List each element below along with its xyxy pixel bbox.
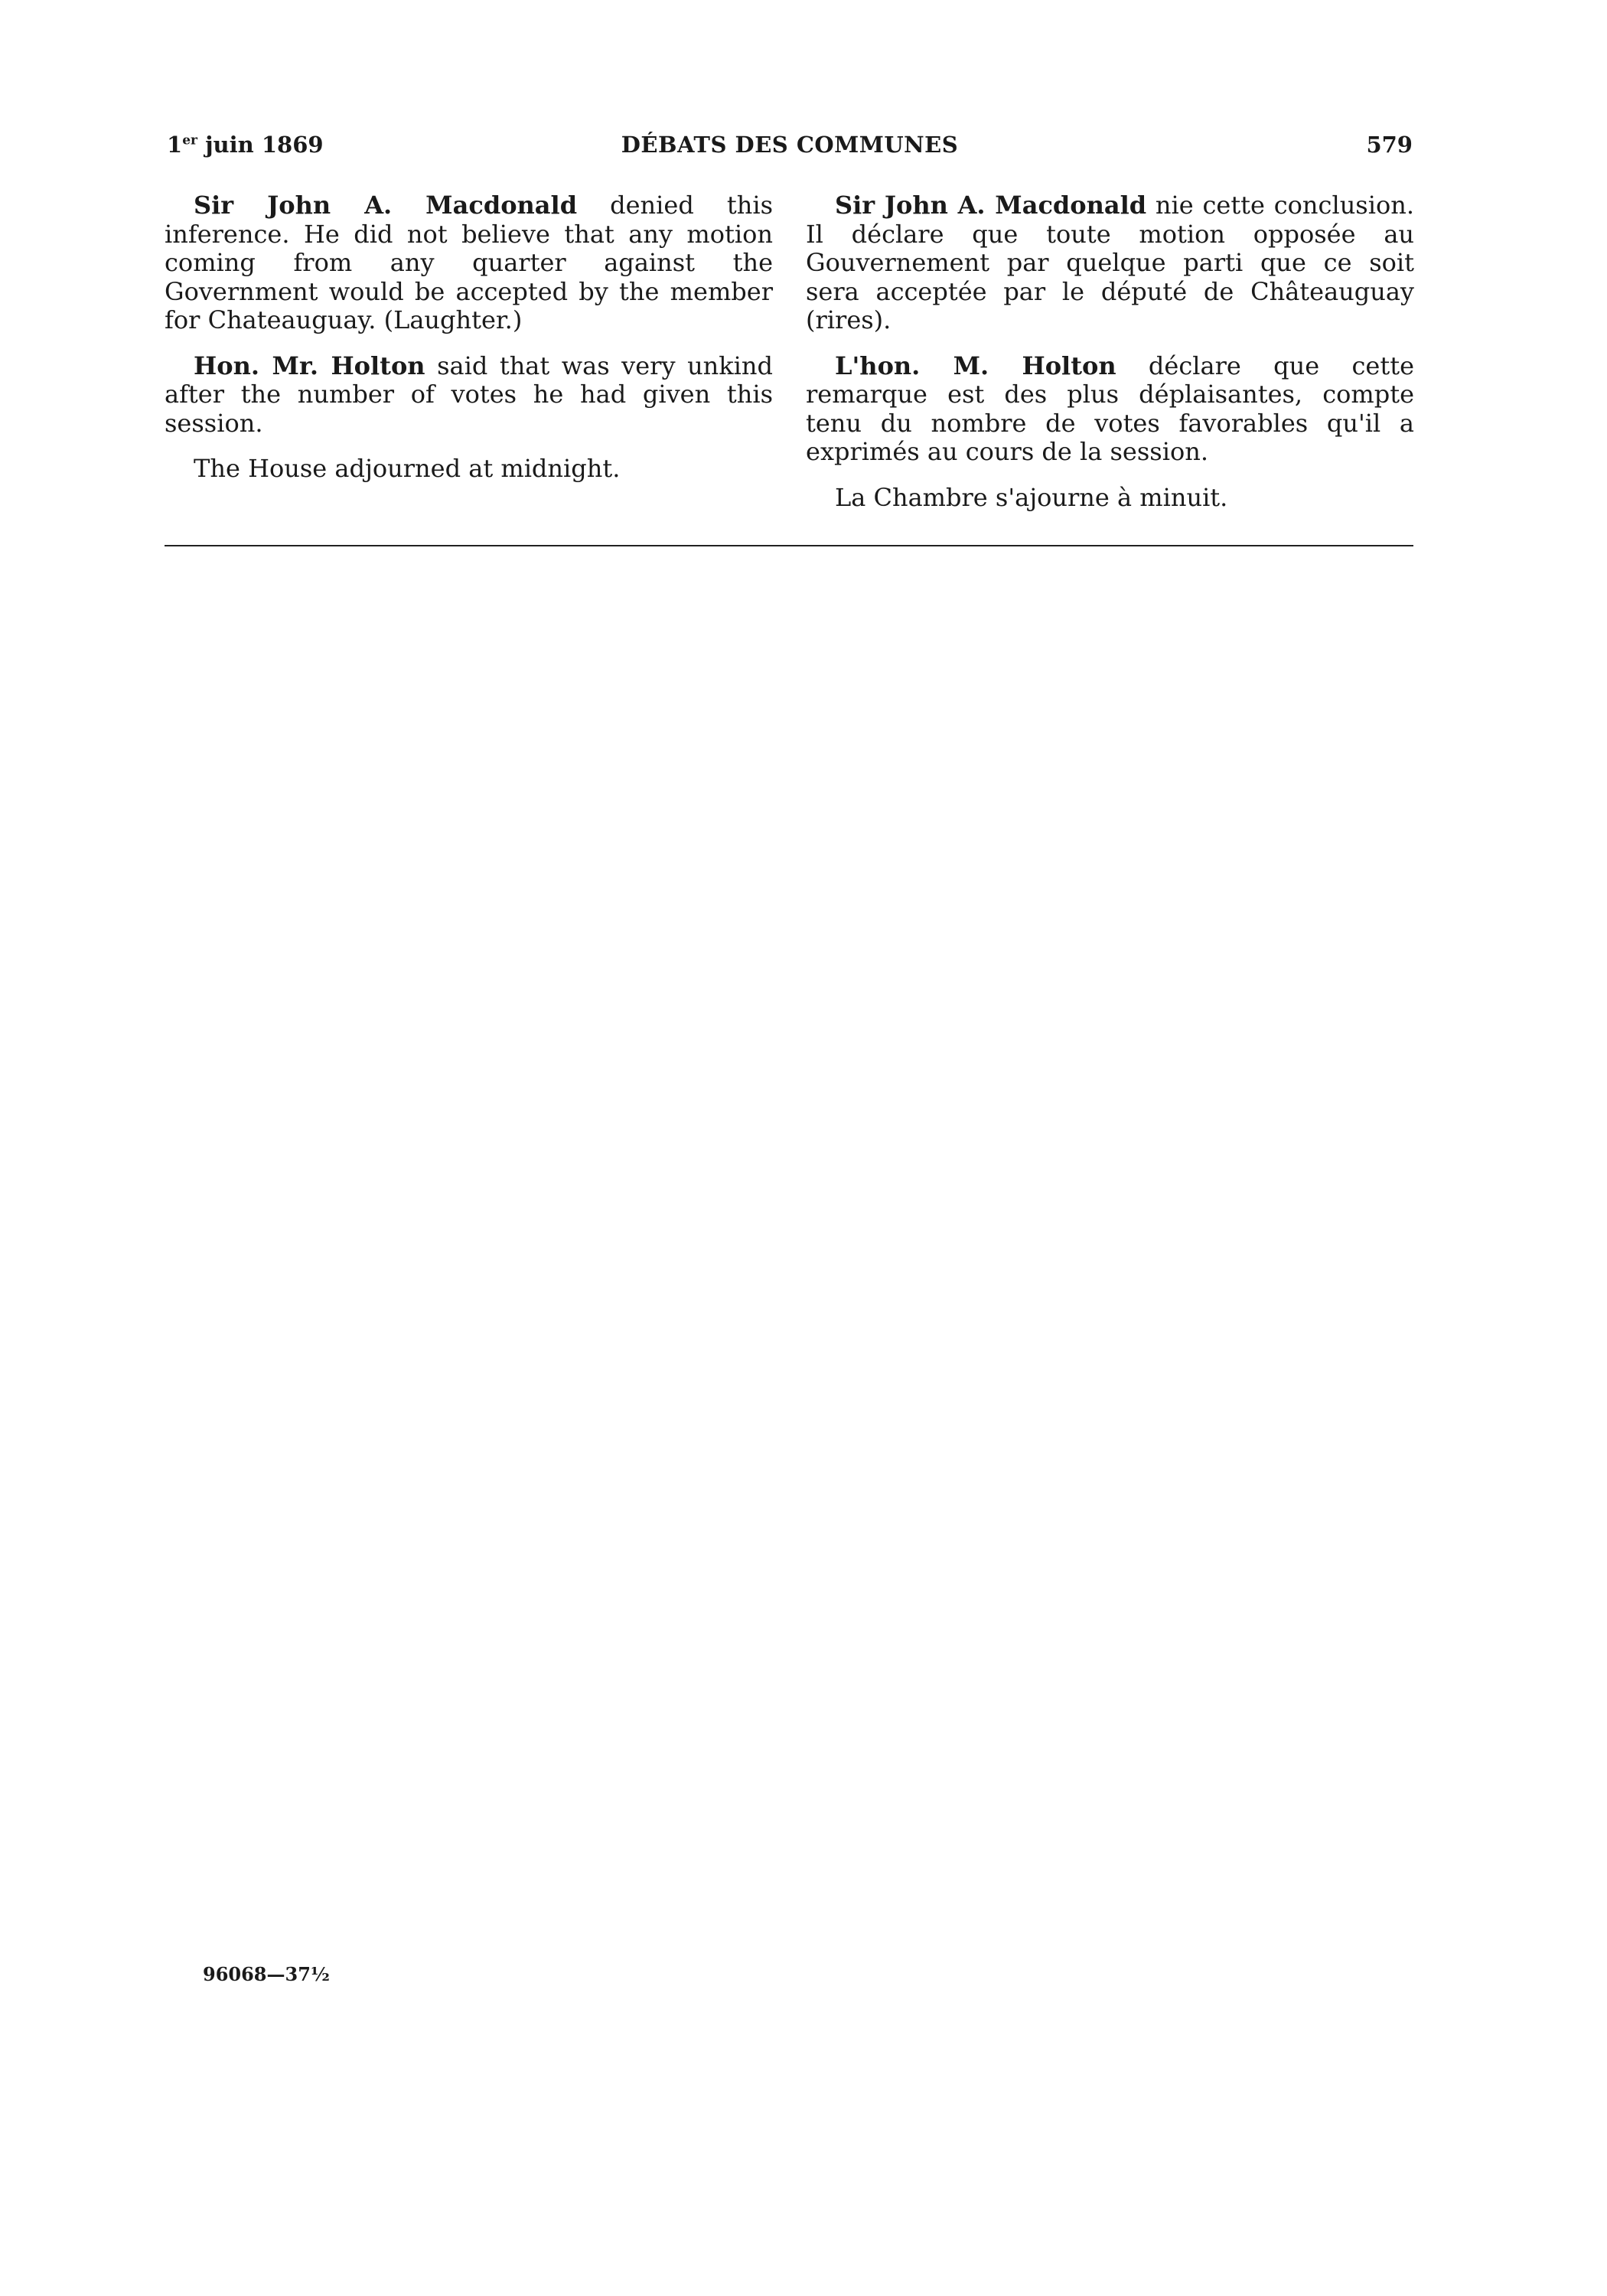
- french-column: [806, 191, 1414, 529]
- french-speaker-holton: L'hon. M. Holton: [835, 351, 1116, 380]
- header-date-sup: er: [182, 132, 197, 148]
- page-header: [167, 132, 1413, 168]
- header-date-day: 1: [167, 132, 183, 158]
- english-paragraph-adjourn: The House adjourned at midnight.: [194, 454, 621, 483]
- header-title: DÉBATS DES COMMUNES: [621, 132, 959, 158]
- french-text-holton: déclare que cette remarque est des plus déplaisantes, compte tenu du nombre de votes favorables qu'il a exprimés au cours de la session.: [806, 351, 1415, 466]
- page-number: 579: [1366, 132, 1413, 158]
- section-divider: [165, 545, 1413, 546]
- english-text-macdonald: denied this inference. He did not believe that any motion coming from any quarter against the Government would be accepted by the member for Chateauguay. (Laughter.): [165, 191, 774, 334]
- footer-print-code: 96068—37½: [203, 1963, 330, 1985]
- english-column: [165, 191, 773, 501]
- french-text-macdonald: nie cette conclusion. Il déclare que toute motion opposée au Gouvernement par quelque parti que ce soit sera acceptée par le député de Châteauguay (rires).: [806, 191, 1414, 334]
- english-speaker-holton: Hon. Mr. Holton: [194, 351, 425, 380]
- french-paragraph-macdonald: [806, 191, 1414, 335]
- english-paragraph-macdonald: [165, 191, 773, 335]
- header-date-rest: juin 1869: [197, 132, 324, 158]
- english-paragraph-holton: [165, 352, 773, 439]
- french-paragraph-holton: [806, 352, 1414, 467]
- english-text-holton: said that was very unkind after the number of votes he had given this session.: [165, 351, 774, 438]
- french-speaker-macdonald: Sir John A. Macdonald: [835, 191, 1147, 220]
- english-speaker-macdonald: Sir John A. Macdonald: [194, 191, 578, 220]
- french-paragraph-adjourn: La Chambre s'ajourne à minuit.: [835, 482, 1228, 512]
